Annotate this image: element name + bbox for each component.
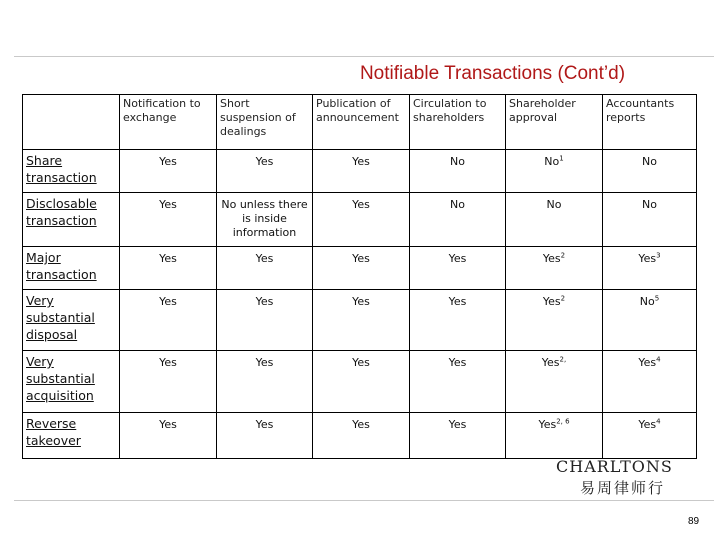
logo-chinese: 易周律师行 xyxy=(580,479,666,497)
cell-text: Yes xyxy=(448,295,467,308)
column-header: Circulation to shareholders xyxy=(410,95,506,150)
cell-text: Yes xyxy=(542,252,561,265)
cell-text: Yes xyxy=(159,418,177,431)
cell-text: No xyxy=(546,198,562,211)
row-label: Disclosable transaction xyxy=(23,193,120,247)
footnote-marker: 5 xyxy=(654,294,660,303)
footnote-marker: 1 xyxy=(559,154,564,163)
cell-text: Yes xyxy=(448,356,467,369)
table-cell xyxy=(603,150,697,193)
table-cell xyxy=(217,247,313,290)
cell-text: No xyxy=(642,198,657,211)
table-cell xyxy=(410,193,506,247)
table-cell xyxy=(506,150,603,193)
notifiable-transactions-table xyxy=(22,94,697,459)
table-cell xyxy=(506,193,603,247)
cell-text: Yes xyxy=(352,356,370,369)
column-header: Publication of announcement xyxy=(313,95,410,150)
logo-english: CHARLTONS xyxy=(556,457,673,476)
table-cell xyxy=(603,351,697,413)
cell-text: Yes xyxy=(541,356,560,369)
table-cell xyxy=(217,413,313,459)
cell-text: No unless there is inside information xyxy=(221,198,308,239)
table-cell xyxy=(217,351,313,413)
cell-text: No xyxy=(450,155,465,168)
footnote-marker: 2 xyxy=(560,294,566,303)
cell-text: Yes xyxy=(638,252,657,265)
table-cell xyxy=(217,193,313,247)
cell-text: Yes xyxy=(538,418,557,431)
table-cell xyxy=(603,247,697,290)
cell-text: Yes xyxy=(448,418,467,431)
table-cell xyxy=(313,413,410,459)
cell-text: Yes xyxy=(159,295,177,308)
table-cell xyxy=(506,247,603,290)
table-cell xyxy=(410,247,506,290)
table-cell xyxy=(313,247,410,290)
cell-text: Yes xyxy=(352,295,370,308)
cell-text: No xyxy=(450,198,465,211)
table-cell xyxy=(120,247,217,290)
footnote-marker: 2, 6 xyxy=(556,417,570,426)
table-cell xyxy=(313,193,410,247)
corner-cell xyxy=(23,95,120,150)
cell-text: Yes xyxy=(352,252,370,265)
footnote-marker: 2, xyxy=(559,355,567,364)
row-label: Share transaction xyxy=(23,150,120,193)
top-divider xyxy=(14,56,714,57)
table-cell xyxy=(410,413,506,459)
table-cell xyxy=(120,290,217,351)
cell-text: Yes xyxy=(159,356,177,369)
table-row xyxy=(23,351,697,413)
cell-text: Yes xyxy=(448,252,467,265)
cell-text: Yes xyxy=(255,155,274,168)
table-row xyxy=(23,290,697,351)
footnote-marker: 3 xyxy=(656,251,661,260)
page-number: 89 xyxy=(688,516,700,527)
table-row xyxy=(23,150,697,193)
footnote-marker: 4 xyxy=(656,355,661,364)
column-header: Short suspension of dealings xyxy=(217,95,313,150)
table-row xyxy=(23,193,697,247)
cell-text: Yes xyxy=(352,418,370,431)
table-cell xyxy=(410,351,506,413)
row-label: Very substantial acquisition xyxy=(23,351,120,413)
table-row xyxy=(23,247,697,290)
table-cell xyxy=(217,290,313,351)
table-cell xyxy=(410,150,506,193)
bottom-divider xyxy=(14,500,714,501)
table-cell xyxy=(603,290,697,351)
cell-text: Yes xyxy=(542,295,561,308)
table-cell xyxy=(120,193,217,247)
cell-text: No xyxy=(642,155,657,168)
cell-text: No xyxy=(639,295,655,308)
footnote-marker: 2 xyxy=(560,251,566,260)
cell-text: Yes xyxy=(255,418,274,431)
cell-text: Yes xyxy=(255,252,274,265)
row-label: Major transaction xyxy=(23,247,120,290)
footnote-marker: 4 xyxy=(656,417,661,426)
table-cell xyxy=(603,413,697,459)
table-cell xyxy=(506,351,603,413)
table-cell xyxy=(313,290,410,351)
table-cell xyxy=(506,290,603,351)
cell-text: Yes xyxy=(159,155,177,168)
cell-text: Yes xyxy=(638,418,657,431)
cell-text: Yes xyxy=(255,295,274,308)
cell-text: Yes xyxy=(352,198,370,211)
table-cell xyxy=(120,150,217,193)
table-cell xyxy=(410,290,506,351)
column-header: Shareholder approval xyxy=(506,95,603,150)
table-header-row xyxy=(23,95,697,150)
charltons-logo xyxy=(556,456,686,498)
row-label: Reverse takeover xyxy=(23,413,120,459)
cell-text: Yes xyxy=(352,155,370,168)
table-cell xyxy=(506,413,603,459)
cell-text: Yes xyxy=(159,252,177,265)
table-cell xyxy=(313,150,410,193)
cell-text: No xyxy=(544,155,560,168)
table-cell xyxy=(120,413,217,459)
table-cell xyxy=(603,193,697,247)
cell-text: Yes xyxy=(255,356,274,369)
table-cell xyxy=(313,351,410,413)
cell-text: Yes xyxy=(159,198,177,211)
cell-text: Yes xyxy=(638,356,657,369)
table-cell xyxy=(120,351,217,413)
row-label: Very substantial disposal xyxy=(23,290,120,351)
table-cell xyxy=(217,150,313,193)
column-header: Notification to exchange xyxy=(120,95,217,150)
column-header: Accountants reports xyxy=(603,95,697,150)
table-row xyxy=(23,413,697,459)
slide-title: Notifiable Transactions (Cont’d) xyxy=(359,63,626,84)
